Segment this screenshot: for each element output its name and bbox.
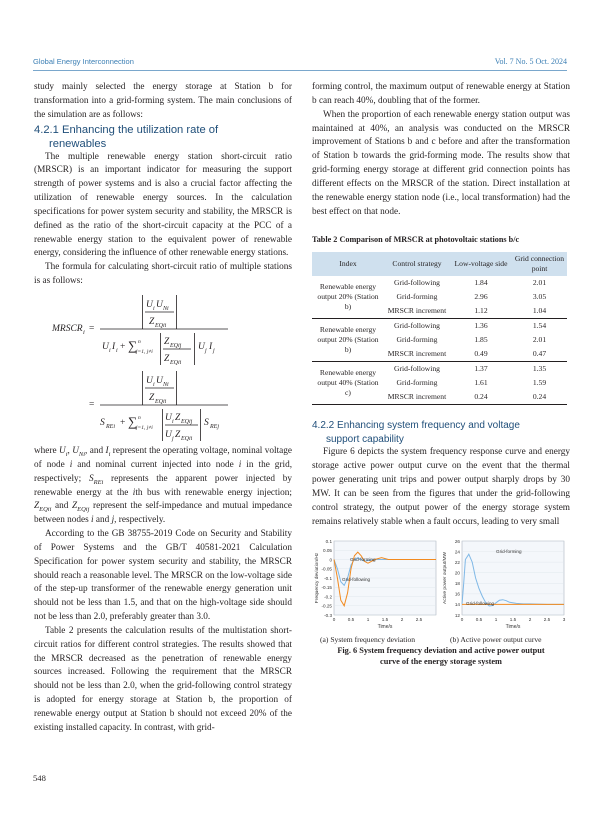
svg-text:i: i bbox=[153, 305, 155, 312]
svg-text:Z: Z bbox=[164, 336, 170, 347]
table-cell: MRSCR increment bbox=[384, 347, 450, 362]
figure-caption: Fig. 6 System frequency deviation and active power output curve of the energy storage system bbox=[337, 646, 545, 667]
x-tick-label: 2 bbox=[528, 617, 532, 623]
table-caption: Table 2 Comparison of MRSCR at photovoltaic stations b/c bbox=[312, 235, 520, 245]
svg-text:i: i bbox=[109, 347, 111, 354]
x-axis-label: Time/s bbox=[377, 624, 393, 631]
y-tick-label: 20 bbox=[454, 570, 460, 576]
y-tick-label: -0.25 bbox=[321, 603, 332, 609]
svg-text:Z: Z bbox=[164, 353, 170, 364]
section-title-cont: renewables bbox=[49, 137, 107, 150]
svg-text:U: U bbox=[146, 299, 153, 310]
table-cell: 3.05 bbox=[532, 292, 547, 302]
svg-text:I: I bbox=[112, 341, 116, 352]
x-tick-label: 0.5 bbox=[475, 617, 483, 623]
svg-text:j=1, j≠i: j=1, j≠i bbox=[136, 348, 153, 355]
section-heading-4-2-2 bbox=[312, 419, 570, 433]
table-cell: Grid-forming bbox=[396, 292, 438, 302]
svg-text:j: j bbox=[205, 347, 207, 354]
page-number: 548 bbox=[33, 773, 46, 783]
svg-text:EQii: EQii bbox=[155, 398, 167, 405]
table-cell: 0.24 bbox=[450, 390, 512, 405]
svg-text:U: U bbox=[156, 299, 163, 310]
table-cell: 1.59 bbox=[532, 378, 547, 388]
svg-text:S: S bbox=[204, 417, 209, 428]
table-row bbox=[312, 362, 567, 377]
svg-text:EQii: EQii bbox=[155, 322, 167, 329]
chart-annotation: Grid-forming bbox=[350, 557, 376, 563]
x-tick-label: 0 bbox=[460, 617, 464, 623]
table-cell: 0.24 bbox=[512, 390, 567, 405]
y-tick-label: 0.1 bbox=[325, 539, 332, 545]
table-cell: 0.47 bbox=[512, 347, 567, 362]
x-tick-label: 1.5 bbox=[509, 617, 517, 623]
svg-text:n: n bbox=[138, 338, 141, 345]
left-column bbox=[34, 81, 292, 736]
y-tick-label: 24 bbox=[454, 549, 460, 555]
table-index-cell: Renewable energy output 20% (Station b) bbox=[312, 276, 384, 319]
table-index-cell: Renewable energy output 20% (Station b) bbox=[312, 319, 384, 362]
svg-text:U: U bbox=[165, 429, 172, 440]
y-tick-label: 16 bbox=[454, 592, 460, 598]
table-cell: 1.04 bbox=[512, 304, 567, 319]
paragraph: Table 2 presents the calculation results of the multistation short-circuit ratios for different control strategies. The results showed that the MRSCR decreased as the penetration of renewable energy sources increased. Following the requirement that the MRSCR should not be less than 2.0, when the grid-following control strategy is adopted for energy storage at Station b, the proportion of renewable energy output at Station b should not exceed 20% of the existing installed capacity. In contrast, with grid- bbox=[34, 625, 292, 733]
y-tick-label: 22 bbox=[454, 560, 460, 566]
y-tick-label: 12 bbox=[454, 613, 460, 619]
y-tick-label: 14 bbox=[454, 602, 460, 608]
section-title-cont: support capability bbox=[326, 433, 404, 445]
svg-text:Z: Z bbox=[149, 316, 155, 327]
y-tick-label: -0.05 bbox=[321, 566, 332, 572]
y-tick-label: -0.3 bbox=[324, 613, 332, 619]
chart-annotation: Grid-forming bbox=[496, 549, 522, 555]
chart-annotation: Grid-following bbox=[342, 577, 371, 583]
table-cell: 1.54 bbox=[532, 321, 547, 331]
section-number: 4.2.2 bbox=[312, 420, 335, 432]
x-axis-label: Time/s bbox=[505, 624, 521, 631]
svg-text:i: i bbox=[83, 328, 85, 336]
svg-text:REi: REi bbox=[106, 423, 115, 430]
svg-text:U: U bbox=[198, 341, 205, 352]
subcaption-b: (b) Active power output curve bbox=[450, 635, 542, 645]
y-axis-label: Frequency deviation/Hz bbox=[315, 553, 320, 604]
mrscr-equation bbox=[34, 289, 292, 445]
svg-text:j=1, j≠i: j=1, j≠i bbox=[136, 424, 153, 431]
table-cell: 1.37 bbox=[474, 364, 488, 374]
svg-text:Ni: Ni bbox=[163, 381, 169, 388]
table-cell: Grid-following bbox=[394, 321, 440, 331]
table-header-cell: Grid connection point bbox=[512, 252, 567, 276]
svg-text:S: S bbox=[100, 417, 105, 428]
eq-label: MRSCR bbox=[52, 323, 83, 334]
y-tick-label: 26 bbox=[454, 539, 460, 545]
svg-text:+: + bbox=[120, 341, 126, 352]
svg-text:Z: Z bbox=[175, 412, 181, 423]
table-cell: MRSCR increment bbox=[384, 390, 450, 405]
svg-text:n: n bbox=[138, 414, 141, 421]
table-row bbox=[312, 319, 567, 334]
chart-frequency-deviation bbox=[312, 535, 442, 633]
svg-text:i: i bbox=[153, 381, 155, 388]
right-column bbox=[312, 81, 570, 667]
table-header-cell: Control strategy bbox=[384, 252, 450, 276]
svg-text:U: U bbox=[102, 341, 109, 352]
table-cell: 1.36 bbox=[474, 321, 488, 331]
y-tick-label: 0 bbox=[329, 557, 332, 563]
table-cell: 2.01 bbox=[532, 278, 547, 288]
x-tick-label: 0.5 bbox=[347, 617, 355, 623]
svg-text:Z: Z bbox=[175, 429, 181, 440]
x-tick-label: 2.5 bbox=[415, 617, 423, 623]
paragraph: study mainly selected the energy storage at Station b for transformation into a grid-forming system. The main conclusions of the simulation are as follows: bbox=[34, 82, 292, 120]
paragraph: When the proportion of each renewable energy station output was maintained at 40%, an analysis was conducted on the MRSCR improvement of Stations b and c before and after the transformation of Station b towards the grid-forming mode. The results show that grid-forming energy storage at different grid connection points has different effects on the MRSCR of the station. Direct installation at the renewable energy station node (i.e., local transformation) had the best effect on that node. bbox=[312, 109, 570, 217]
svg-text:i: i bbox=[172, 418, 174, 425]
subcaption-a: (a) System frequency deviation bbox=[320, 635, 416, 645]
table-cell: 2.96 bbox=[474, 292, 488, 302]
x-tick-label: 1.5 bbox=[381, 617, 389, 623]
section-heading-4-2-1 bbox=[34, 123, 292, 137]
section-number: 4.2.1 bbox=[34, 123, 59, 136]
svg-text:j: j bbox=[172, 435, 174, 442]
table-cell: 0.49 bbox=[450, 347, 512, 362]
table-cell: 2.01 bbox=[532, 335, 547, 345]
svg-text:REj: REj bbox=[210, 423, 219, 430]
svg-text:EQij: EQij bbox=[181, 418, 193, 425]
paragraph-where: where $U_i$, $U_{Ni}$, and $I_i$ represent the operating voltage, nominal voltage of node i and nominal current injected into node i in the grid, respectively; $S_{REi}$ represents the apparent power injected by renewable energy at the ith bus with renewable energy injection; $Z_{EQii}$ and $Z_{EQij}$ represent the self-impedance and mutual impedance between nodes i and j, respectively. bbox=[34, 445, 293, 526]
header-rule bbox=[33, 70, 567, 71]
table-row bbox=[312, 276, 567, 290]
section-title: Enhancing system frequency and voltage bbox=[337, 420, 520, 432]
table-cell: MRSCR increment bbox=[384, 304, 450, 319]
journal-volume: Vol. 7 No. 5 Oct. 2024 bbox=[494, 57, 567, 66]
svg-text:j: j bbox=[213, 347, 215, 354]
svg-text:=: = bbox=[89, 399, 95, 410]
x-tick-label: 0 bbox=[332, 617, 336, 623]
paragraph: forming control, the maximum output of renewable energy at Station b can reach 40%, doubling that of the former. bbox=[312, 82, 570, 106]
table-cell: 1.84 bbox=[474, 278, 488, 288]
table-cell: 1.35 bbox=[532, 364, 547, 374]
table-cell: Grid-following bbox=[394, 278, 440, 288]
table-header-cell: Index bbox=[312, 252, 384, 276]
svg-text:Z: Z bbox=[149, 392, 155, 403]
section-title: Enhancing the utilization rate of bbox=[62, 123, 219, 136]
mrscr-table bbox=[312, 252, 567, 405]
table-cell: Grid-forming bbox=[396, 335, 438, 345]
x-tick-label: 2.5 bbox=[543, 617, 551, 623]
table-cell: Grid-forming bbox=[396, 378, 438, 388]
y-tick-label: -0.1 bbox=[324, 576, 332, 582]
svg-text:i: i bbox=[116, 347, 118, 354]
journal-name: Global Energy Interconnection bbox=[33, 57, 134, 66]
figure-6 bbox=[312, 535, 570, 645]
table-header-cell: Low-voltage side bbox=[450, 252, 512, 276]
y-tick-label: 18 bbox=[454, 581, 460, 587]
table-cell: 1.85 bbox=[474, 335, 488, 345]
svg-text:EQii: EQii bbox=[170, 359, 182, 366]
paragraph: The formula for calculating short-circuit ratio of multiple stations is as follows: bbox=[34, 262, 292, 287]
svg-text:Ni: Ni bbox=[163, 305, 169, 312]
paragraph: According to the GB 38755-2019 Code on Security and Stability of Power Systems and the GB/T 40581-2021 Calculation Specification for power system security and stability, the MRSCR should reach a reasonable level. The MRSCR on the low-voltage side of the step-up transformer of the renewable energy generation unit should not be less than 1.5, and that on the high-voltage side should not be less than 2.0, preferably greater than 3.0. bbox=[34, 529, 292, 623]
table-cell: Grid-following bbox=[394, 364, 440, 374]
y-axis-label: Active power output/MW bbox=[443, 552, 448, 605]
svg-text:∑: ∑ bbox=[128, 413, 138, 429]
paragraph: The multiple renewable energy station short-circuit ratio (MRSCR) is an important indicator for measuring the support strength of power systems and is also a crucial factor affecting the utilization of renewable energy sources. In the calculation specifications for power system security and stability, the MRSCR is defined as the ratio of the short-circuit capacity at the PCC of a renewable energy station to the equivalent power of renewable energy, considering the influence of other renewable energy stations. bbox=[34, 151, 292, 259]
table-header-row bbox=[312, 252, 567, 276]
paragraph: Figure 6 depicts the system frequency response curve and energy storage active power output curve on the event that the thermal power generating unit trips and power output sharply drops by 30 MW. It can be seen from the figures that under the grid-following control strategy, the output power of the energy storage system remains relatively stable when a fault occurs, leading to very small bbox=[312, 447, 570, 527]
svg-text:U: U bbox=[156, 375, 163, 386]
x-tick-label: 2 bbox=[400, 617, 404, 623]
table-cell: 1.61 bbox=[474, 378, 488, 388]
y-tick-label: 0.05 bbox=[323, 548, 332, 554]
x-tick-label: 1 bbox=[494, 617, 498, 623]
svg-text:EQij: EQij bbox=[170, 342, 182, 349]
svg-text:I: I bbox=[209, 341, 213, 352]
svg-text:U: U bbox=[165, 412, 172, 423]
y-tick-label: -0.2 bbox=[324, 594, 332, 600]
y-tick-label: -0.15 bbox=[321, 585, 332, 591]
chart-active-power bbox=[440, 535, 570, 633]
svg-text:EQii: EQii bbox=[181, 435, 193, 442]
svg-text:=: = bbox=[89, 323, 95, 334]
x-tick-label: 3 bbox=[562, 617, 566, 623]
table-cell: 1.12 bbox=[450, 304, 512, 319]
x-tick-label: 1 bbox=[366, 617, 370, 623]
chart-annotation: Grid-following bbox=[466, 601, 495, 607]
table-index-cell: Renewable energy output 40% (Station c) bbox=[312, 362, 384, 405]
svg-text:U: U bbox=[146, 375, 153, 386]
svg-text:+: + bbox=[120, 417, 126, 428]
svg-text:∑: ∑ bbox=[128, 337, 138, 353]
